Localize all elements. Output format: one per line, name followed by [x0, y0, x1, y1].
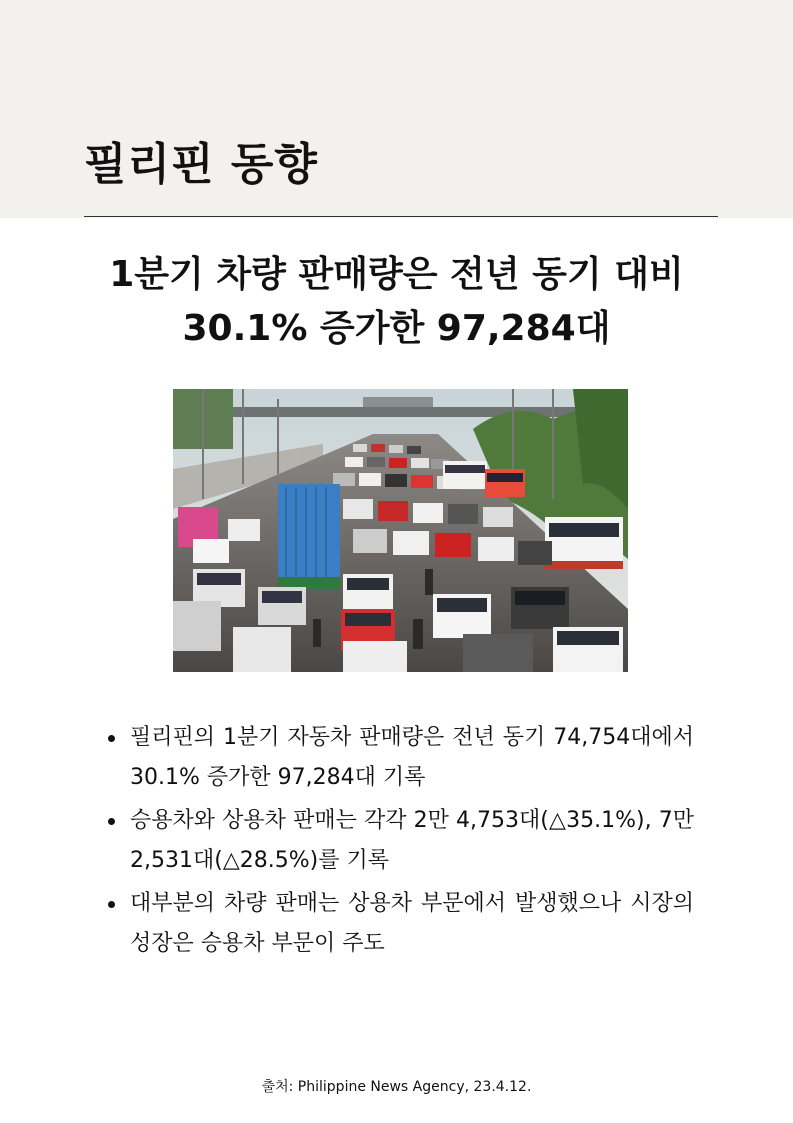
headline-line-1: 1분기 차량 판매량은 전년 동기 대비: [109, 254, 684, 295]
list-item: 필리핀의 1분기 자동차 판매량은 전년 동기 74,754대에서 30.1% 증가한 97,284대 기록: [104, 718, 694, 798]
page-title: 필리핀 동향: [84, 139, 318, 190]
bullet-list: [104, 718, 694, 967]
headline-line-2: 30.1% 증가한 97,284대: [182, 308, 611, 349]
headline: [60, 248, 733, 356]
source-citation: 출처: Philippine News Agency, 23.4.12.: [261, 1079, 532, 1095]
title-divider: [84, 216, 718, 217]
list-item: 승용차와 상용차 판매는 각각 2만 4,753대(△35.1%), 7만 2,531대(△28.5%)를 기록: [104, 801, 694, 881]
list-item: 대부분의 차량 판매는 상용차 부문에서 발생했으나 시장의 성장은 승용차 부문이 주도: [104, 884, 694, 964]
traffic-jam-photo-icon: [173, 389, 628, 672]
